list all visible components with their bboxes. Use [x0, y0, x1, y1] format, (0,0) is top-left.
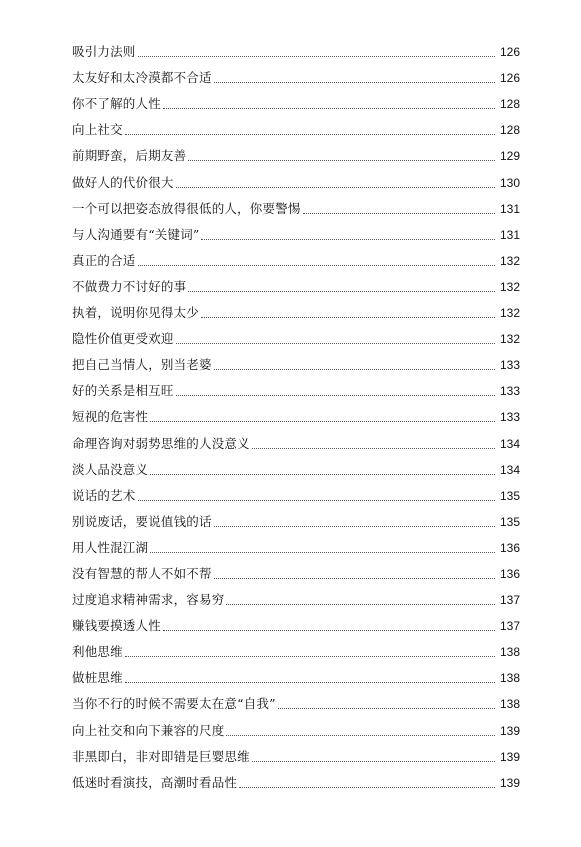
toc-entry-title: 不做费力不讨好的事 [72, 278, 187, 294]
toc-entry-title: 做好人的代价很大 [72, 174, 174, 190]
toc-entry-page-number: 139 [499, 749, 520, 764]
dot-leader [125, 681, 495, 683]
dot-leader [163, 629, 495, 631]
toc-entry-page-number: 132 [499, 332, 520, 347]
dot-leader [150, 473, 495, 475]
toc-entry-title: 非黑即白，非对即错是巨婴思维 [72, 748, 250, 764]
toc-entry-page-number: 137 [499, 593, 520, 608]
toc-entry-page-number: 139 [499, 723, 520, 738]
toc-entry[interactable] [72, 34, 520, 60]
toc-entry[interactable] [72, 504, 520, 530]
toc-entry[interactable] [72, 112, 520, 138]
toc-entry-page-number: 126 [499, 45, 520, 60]
toc-entry-page-number: 130 [499, 175, 520, 190]
dot-leader [125, 133, 495, 135]
toc-entry-title: 向上社交和向下兼容的尺度 [72, 722, 225, 738]
toc-entry-title: 前期野蛮，后期友善 [72, 148, 187, 164]
dot-leader [188, 290, 495, 292]
dot-leader [278, 707, 495, 709]
toc-entry[interactable] [72, 217, 520, 243]
toc-entry[interactable] [72, 60, 520, 86]
dot-leader [214, 368, 495, 370]
toc-entry[interactable] [72, 399, 520, 425]
toc-entry[interactable] [72, 634, 520, 660]
dot-leader [176, 186, 495, 188]
toc-entry-page-number: 137 [499, 619, 520, 634]
toc-entry-title: 短视的危害性 [72, 409, 149, 425]
toc-entry[interactable] [72, 243, 520, 269]
toc-entry-page-number: 133 [499, 384, 520, 399]
toc-entry-title: 用人性混江湖 [72, 539, 149, 555]
table-of-contents [72, 34, 520, 791]
dot-leader [201, 238, 495, 240]
toc-entry-page-number: 134 [499, 462, 520, 477]
dot-leader [226, 734, 495, 736]
toc-entry[interactable] [72, 191, 520, 217]
toc-entry[interactable] [72, 739, 520, 765]
dot-leader [188, 159, 495, 161]
dot-leader [201, 316, 495, 318]
dot-leader [176, 342, 495, 344]
dot-leader [226, 603, 495, 605]
toc-entry[interactable] [72, 608, 520, 634]
toc-entry[interactable] [72, 321, 520, 347]
toc-entry[interactable] [72, 478, 520, 504]
dot-leader [214, 81, 495, 83]
toc-entry[interactable] [72, 138, 520, 164]
toc-entry[interactable] [72, 452, 520, 478]
toc-entry-title: 命理咨询对弱势思维的人没意义 [72, 435, 250, 451]
toc-entry-page-number: 131 [499, 201, 520, 216]
toc-entry-title: 过度追求精神需求，容易穷 [72, 592, 225, 608]
toc-entry-page-number: 136 [499, 566, 520, 581]
toc-entry-page-number: 136 [499, 540, 520, 555]
dot-leader [138, 499, 495, 501]
toc-entry-page-number: 129 [499, 149, 520, 164]
toc-entry-title: 好的关系是相互旺 [72, 383, 174, 399]
toc-entry-page-number: 126 [499, 71, 520, 86]
dot-leader [239, 786, 495, 788]
dot-leader [150, 551, 495, 553]
toc-entry-page-number: 135 [499, 488, 520, 503]
dot-leader [252, 447, 495, 449]
dot-leader [125, 655, 495, 657]
toc-entry-page-number: 138 [499, 671, 520, 686]
toc-entry-title: 低迷时看演技，高潮时看品性 [72, 774, 238, 790]
toc-entry[interactable] [72, 164, 520, 190]
toc-entry-title: 利他思维 [72, 644, 123, 660]
toc-entry-title: 把自己当情人，别当老婆 [72, 357, 212, 373]
dot-leader [138, 264, 495, 266]
dot-leader [138, 55, 495, 57]
toc-entry[interactable] [72, 582, 520, 608]
toc-entry[interactable] [72, 86, 520, 112]
toc-entry-title: 真正的合适 [72, 252, 136, 268]
toc-entry-page-number: 138 [499, 697, 520, 712]
toc-entry-title: 一个可以把姿态放得很低的人，你要警惕 [72, 200, 301, 216]
toc-entry-title: 没有智慧的帮人不如不帮 [72, 565, 212, 581]
toc-entry-title: 太友好和太冷漠都不合适 [72, 70, 212, 86]
dot-leader [214, 525, 495, 527]
toc-entry-title: 说话的艺术 [72, 487, 136, 503]
toc-entry-page-number: 139 [499, 775, 520, 790]
toc-entry[interactable] [72, 347, 520, 373]
toc-entry-page-number: 138 [499, 645, 520, 660]
toc-entry-title: 当你不行的时候不需要太在意“自我” [72, 696, 276, 712]
toc-entry-page-number: 135 [499, 514, 520, 529]
toc-entry-page-number: 128 [499, 123, 520, 138]
toc-entry-page-number: 132 [499, 253, 520, 268]
toc-entry-page-number: 128 [499, 97, 520, 112]
toc-entry[interactable] [72, 765, 520, 791]
toc-entry[interactable] [72, 295, 520, 321]
toc-entry[interactable] [72, 556, 520, 582]
toc-entry[interactable] [72, 686, 520, 712]
toc-entry-page-number: 131 [499, 227, 520, 242]
toc-entry[interactable] [72, 530, 520, 556]
toc-entry-page-number: 133 [499, 358, 520, 373]
toc-entry-title: 别说废话，要说值钱的话 [72, 513, 212, 529]
toc-entry-title: 向上社交 [72, 122, 123, 138]
toc-entry[interactable] [72, 269, 520, 295]
toc-entry-title: 吸引力法则 [72, 44, 136, 60]
toc-entry-page-number: 132 [499, 306, 520, 321]
toc-entry-title: 隐性价值更受欢迎 [72, 331, 174, 347]
toc-entry[interactable] [72, 660, 520, 686]
toc-entry-page-number: 134 [499, 436, 520, 451]
dot-leader [252, 760, 495, 762]
toc-entry-title: 淡人品没意义 [72, 461, 149, 477]
dot-leader [176, 394, 495, 396]
dot-leader [163, 107, 495, 109]
toc-entry-title: 赚钱要摸透人性 [72, 618, 161, 634]
toc-entry[interactable] [72, 712, 520, 738]
toc-entry-title: 执着，说明你见得太少 [72, 305, 200, 321]
toc-entry-title: 你不了解的人性 [72, 96, 161, 112]
dot-leader [214, 577, 495, 579]
toc-entry[interactable] [72, 373, 520, 399]
toc-entry-title: 做桩思维 [72, 670, 123, 686]
toc-entry-title: 与人沟通要有“关键词” [72, 226, 200, 242]
toc-entry[interactable] [72, 425, 520, 451]
toc-entry-page-number: 132 [499, 279, 520, 294]
dot-leader [303, 212, 495, 214]
toc-entry-page-number: 133 [499, 410, 520, 425]
dot-leader [150, 420, 495, 422]
